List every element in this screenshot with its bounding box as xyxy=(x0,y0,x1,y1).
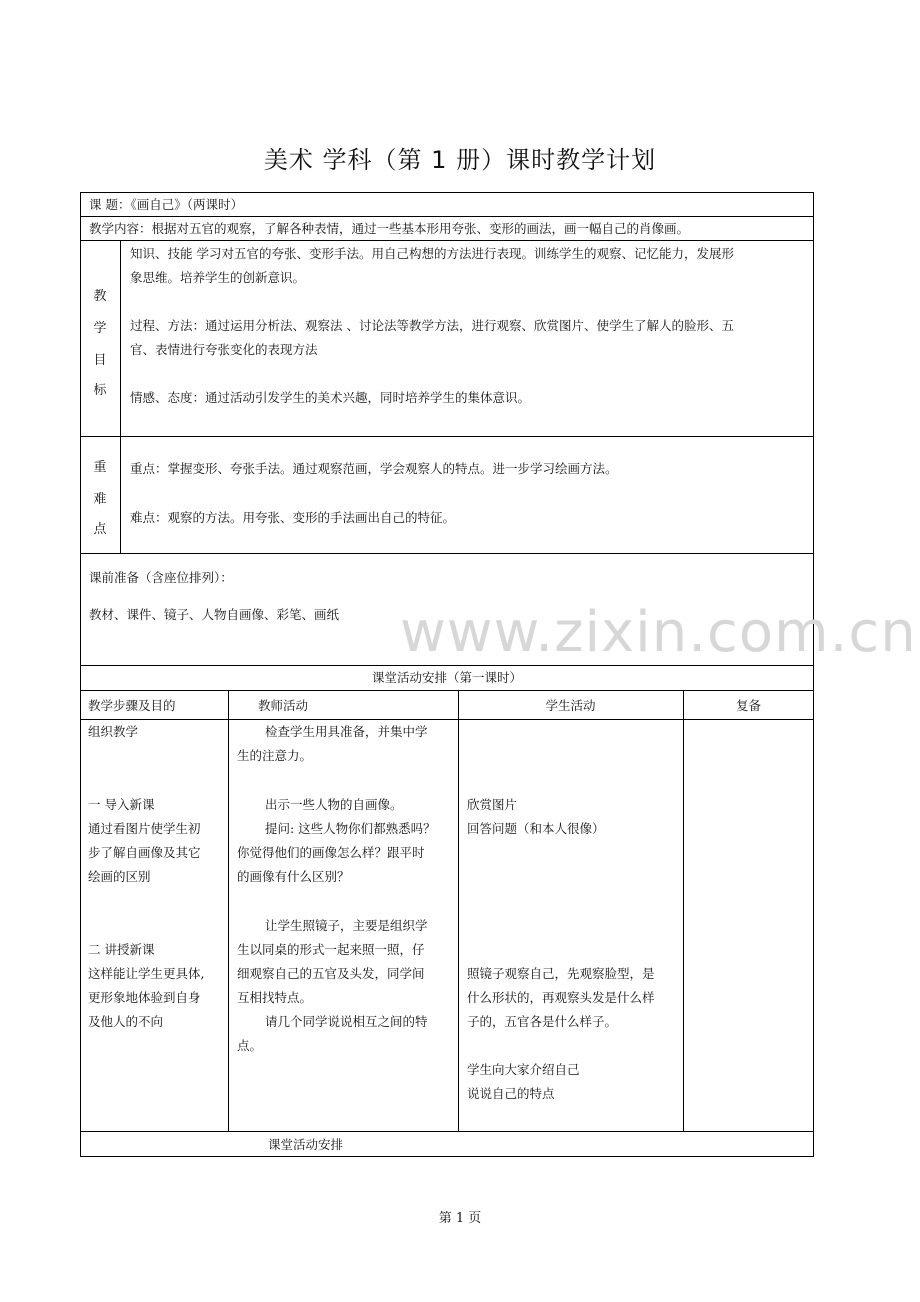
student-text: 回答问题（和本人很像） xyxy=(467,821,605,836)
teacher-text: 提问: 这些人物你们都熟悉吗？ xyxy=(265,821,436,836)
step-text: 更形象地体验到自身 xyxy=(88,990,201,1005)
student-text: 照镜子观察自己，先观察脸型，是 xyxy=(467,966,655,981)
teacher-text: 出示一些人物的自画像。 xyxy=(265,797,403,812)
column-divider xyxy=(458,690,459,1131)
teacher-text: 让学生照镜子，主要是组织学 xyxy=(265,918,428,933)
header-student: 学生活动 xyxy=(545,698,596,713)
table-border-bottom xyxy=(80,1156,814,1157)
column-divider xyxy=(683,690,684,1131)
step-text: 步了解自画像及其它 xyxy=(88,845,201,860)
goals-line: 象思维。培养学生的创新意识。 xyxy=(130,270,306,285)
difficult-point: 难点：观察的方法。用夸张、变形的手法画出自己的特征。 xyxy=(130,510,456,525)
teacher-text: 生以同桌的形式一起来照一照，仔 xyxy=(237,942,425,957)
content-row: 教学内容：根据对五官的观察，了解各种表情，通过一些基本形用夸张、变形的画法，画一幅自己的肖像画。 xyxy=(89,221,690,236)
goals-line: 情感、态度：通过活动引发学生的美术兴趣，同时培养学生的集体意识。 xyxy=(130,390,531,405)
step-text: 及他人的不向 xyxy=(88,1014,164,1029)
teacher-text: 你觉得他们的画像怎么样？跟平时 xyxy=(237,845,425,860)
header-teacher: 教师活动 xyxy=(258,698,309,713)
row-divider xyxy=(80,719,814,720)
goals-label-char: 目 xyxy=(93,353,107,368)
teacher-text: 请几个同学说说相互之间的特 xyxy=(265,1014,428,1029)
goals-label-char: 学 xyxy=(93,321,107,336)
teacher-text: 细观察自己的五官及头发，同学间 xyxy=(237,966,425,981)
row-divider xyxy=(80,553,814,554)
key-point: 重点：掌握变形、夸张手法。通过观察范画，学会观察人的特点。进一步学习绘画方法。 xyxy=(130,461,618,476)
step-text: 一 导入新课 xyxy=(88,797,155,812)
header-steps: 教学步骤及目的 xyxy=(88,698,176,713)
topic-row: 课 题：《画自己》（两课时） xyxy=(89,197,243,212)
teacher-text: 生的注意力。 xyxy=(237,748,313,763)
page-title: 美术 学科（第 1 册）课时教学计划 xyxy=(263,146,657,174)
row-divider xyxy=(80,436,814,437)
step-text: 组织教学 xyxy=(88,724,139,739)
step-text: 通过看图片使学生初 xyxy=(88,821,201,836)
column-divider xyxy=(228,690,229,1131)
student-text: 说说自己的特点 xyxy=(467,1086,555,1101)
row-divider xyxy=(80,690,814,691)
teacher-text: 检查学生用具准备，并集中学 xyxy=(265,724,428,739)
step-text: 这样能让学生更具体, xyxy=(88,966,205,981)
section-header-2: 课堂活动安排 xyxy=(268,1137,344,1152)
key-label-char: 点 xyxy=(93,522,107,537)
watermark: www.zixin.com.cn xyxy=(400,600,917,665)
label-column-divider xyxy=(120,240,121,553)
goals-line: 知识、技能 学习对五官的夸张、变形手法。用自己构想的方法进行表现。训练学生的观察、记忆能力，发展形 xyxy=(130,246,734,261)
student-text: 什么形状的，再观察头发是什么样 xyxy=(467,990,655,1005)
teacher-text: 互相找特点。 xyxy=(237,990,313,1005)
section-header: 课堂活动安排（第一课时） xyxy=(371,670,522,685)
teacher-text: 的画像有什么区别？ xyxy=(237,869,350,884)
step-text: 二 讲授新课 xyxy=(88,942,155,957)
student-text: 欣赏图片 xyxy=(467,797,518,812)
goals-label-char: 教 xyxy=(93,289,107,304)
goals-line: 过程、方法：通过运用分析法、观察法 、讨论法等教学方法，进行观察、欣赏图片、使学生了解人的脸形、五 xyxy=(130,318,734,333)
teacher-text: 点。 xyxy=(237,1038,263,1053)
prep-label: 课前准备（含座位排列）： xyxy=(89,570,233,585)
row-divider xyxy=(80,1131,814,1132)
header-review: 复备 xyxy=(735,698,761,713)
key-label-char: 重 xyxy=(93,460,107,475)
goals-line: 官、表情进行夸张变化的表现方法 xyxy=(130,342,318,357)
step-text: 绘画的区别 xyxy=(88,869,151,884)
goals-label-char: 标 xyxy=(93,383,107,398)
page-number: 第 1 页 xyxy=(438,1211,482,1226)
prep-items: 教材、课件、镜子、人物自画像、彩笔、画纸 xyxy=(89,607,340,622)
student-text: 子的，五官各是什么样子。 xyxy=(467,1014,618,1029)
key-label-char: 难 xyxy=(93,492,107,507)
student-text: 学生向大家介绍自己 xyxy=(467,1062,580,1077)
